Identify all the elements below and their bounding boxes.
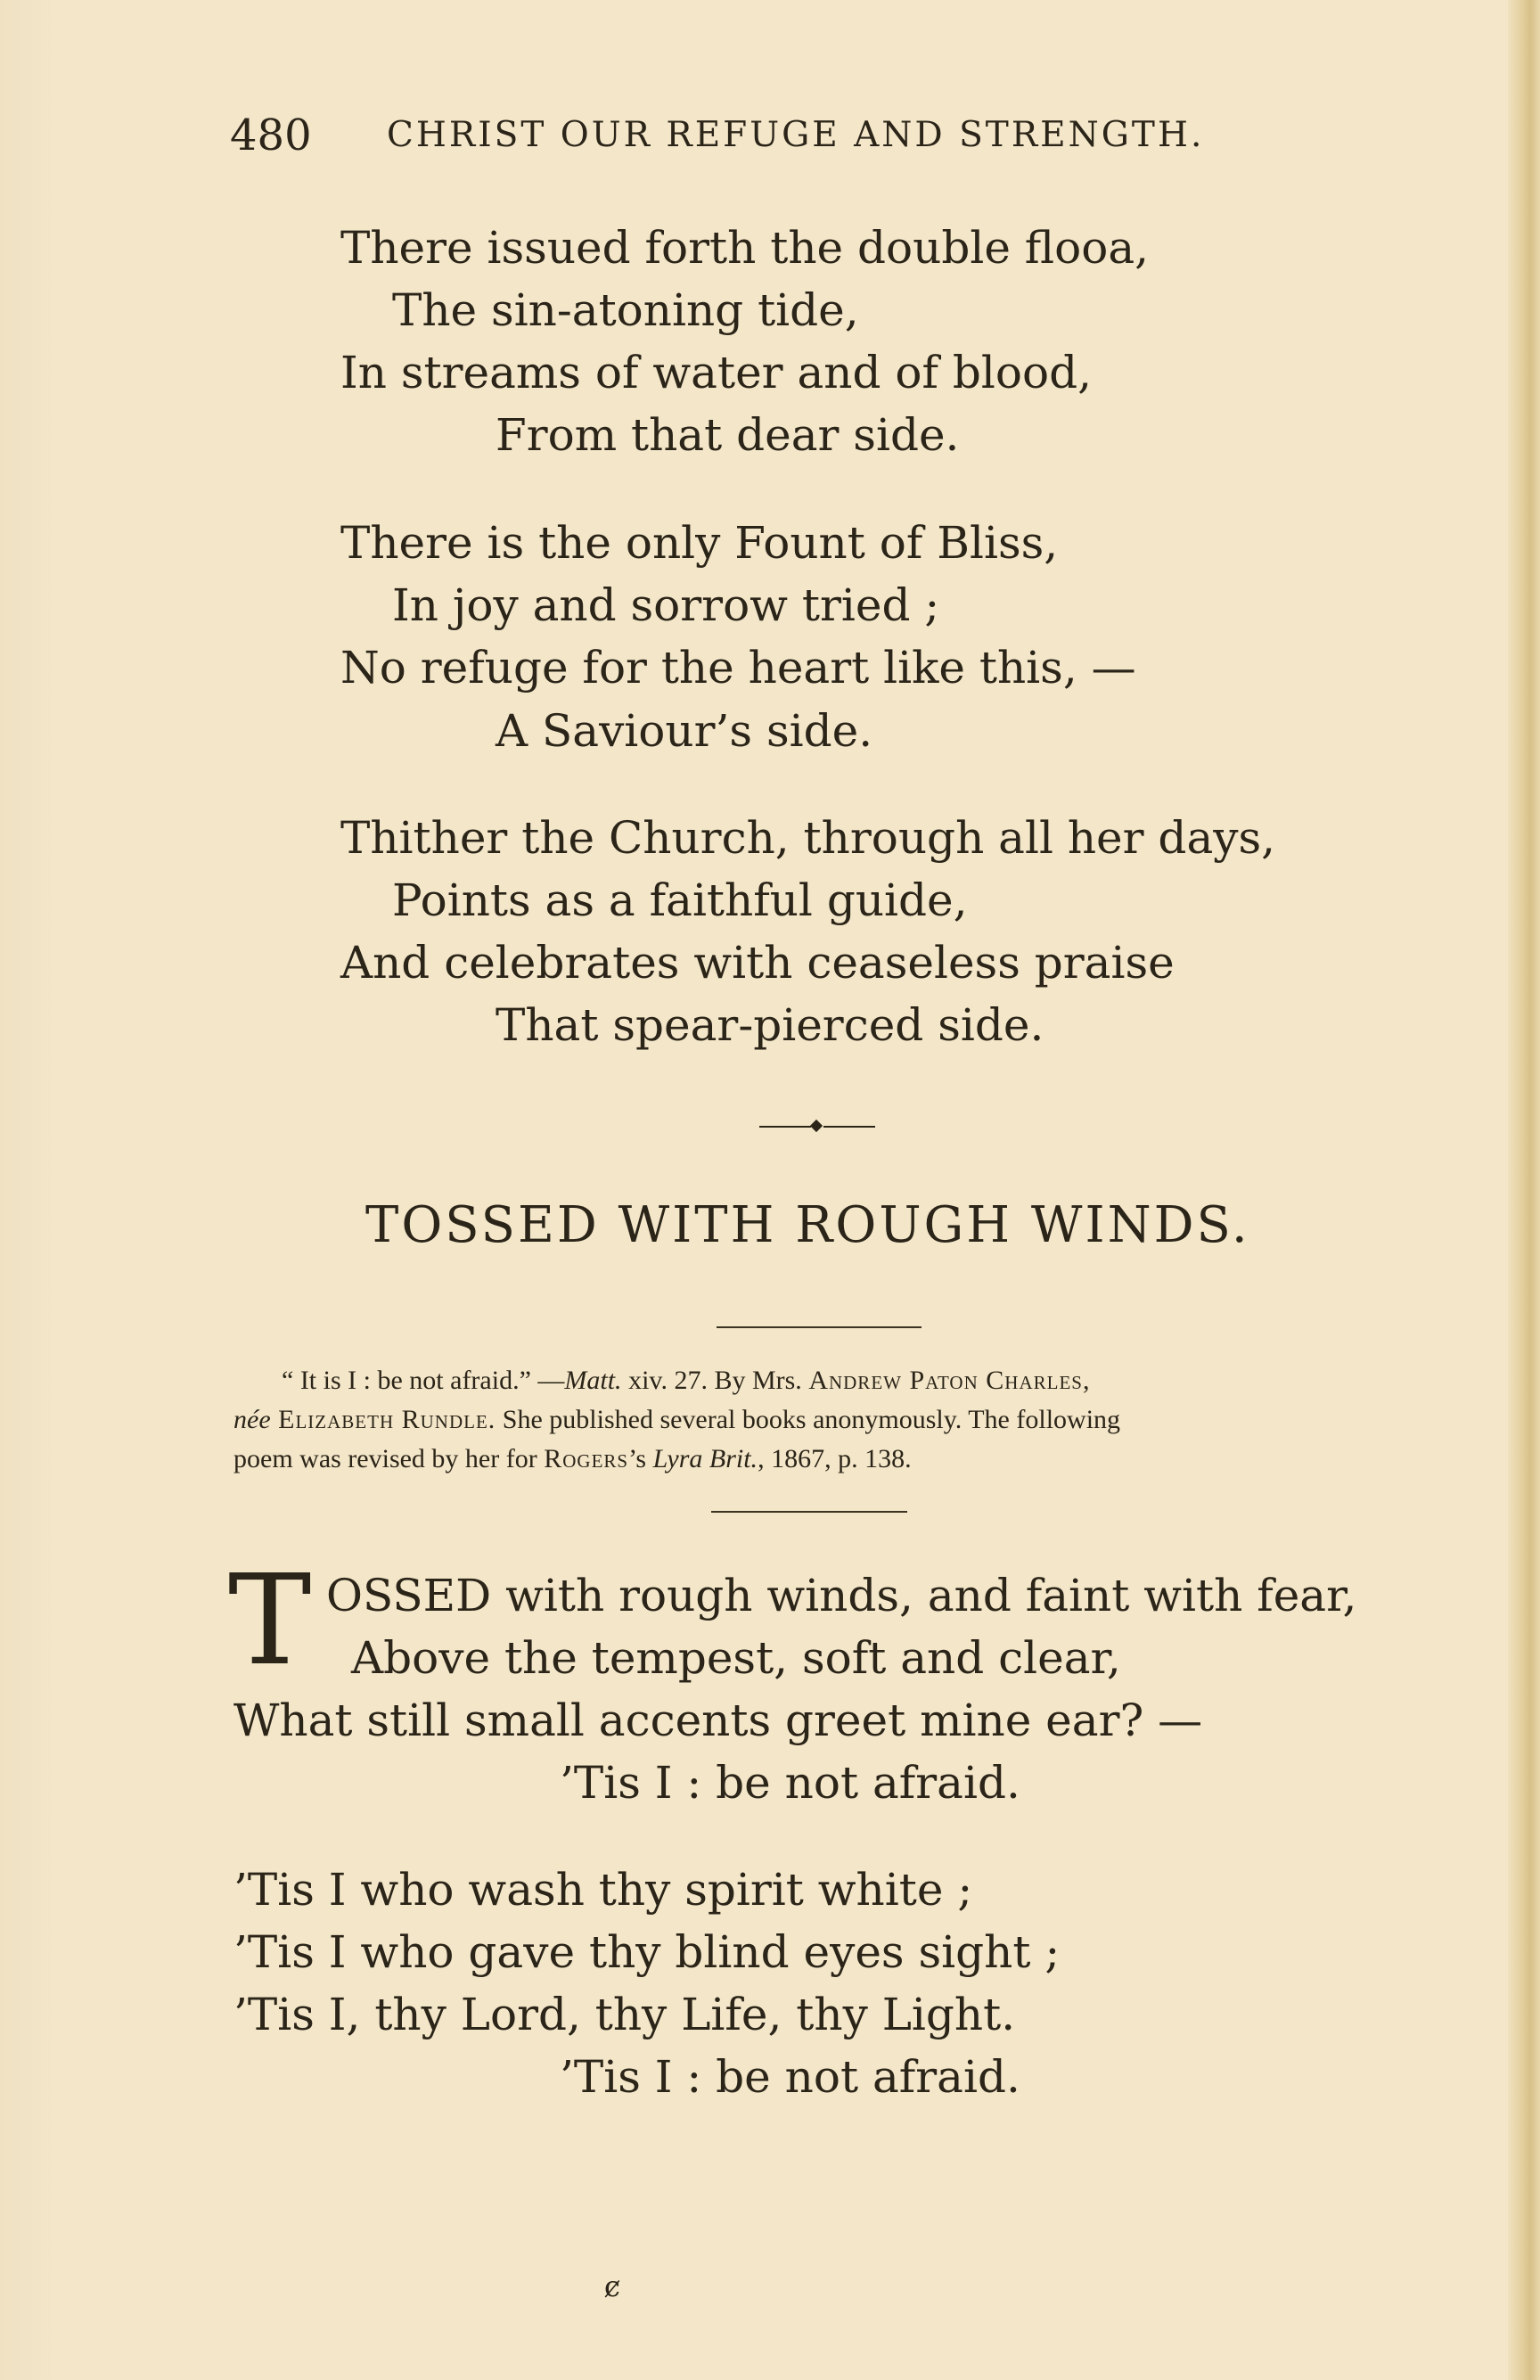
poem-line: No refuge for the heart like this, — bbox=[340, 642, 1136, 693]
page-number: 480 bbox=[230, 111, 312, 160]
note-line-1 bbox=[282, 1361, 1090, 1400]
page-edge bbox=[1508, 0, 1540, 2380]
ornament-line-right bbox=[823, 1126, 875, 1128]
note-text: She published several books anonymously. The following bbox=[496, 1405, 1121, 1434]
note-lyra: Lyra Brit. bbox=[652, 1444, 758, 1473]
note-maiden-name: Elizabeth Rundle. bbox=[270, 1405, 496, 1434]
poem-line: ’Tis I : be not afraid. bbox=[560, 1757, 1020, 1809]
note-text-a: poem was revised by her for bbox=[233, 1444, 545, 1473]
poem-line: A Saviour’s side. bbox=[496, 705, 873, 757]
ornament-diamond-icon bbox=[810, 1120, 823, 1132]
note-quote: “ It is I : be not afraid.” — bbox=[282, 1366, 565, 1395]
poem-line: ’Tis I who gave thy blind eyes sight ; bbox=[233, 1926, 1061, 1978]
note-author-name: Andrew Paton Charles, bbox=[808, 1366, 1091, 1395]
poem-line: That spear-pierced side. bbox=[496, 999, 1044, 1051]
note-text-b: ’s bbox=[628, 1444, 653, 1473]
rule-above-note bbox=[717, 1326, 922, 1328]
note-line-2 bbox=[233, 1400, 1120, 1440]
note-nee: née bbox=[233, 1405, 271, 1434]
note-ref: Matt. bbox=[564, 1366, 622, 1395]
poem-line: Thither the Church, through all her days, bbox=[340, 812, 1276, 864]
note-line-3 bbox=[233, 1440, 912, 1479]
ornament-line-left bbox=[759, 1126, 811, 1128]
poem-line: There is the only Fount of Bliss, bbox=[340, 517, 1059, 569]
note-rogers: Rogers bbox=[544, 1444, 629, 1473]
poem-line: And celebrates with ceaseless praise bbox=[340, 937, 1175, 989]
poem-line: From that dear side. bbox=[496, 409, 960, 461]
rule-below-note bbox=[711, 1511, 907, 1513]
drop-cap: T bbox=[228, 1548, 312, 1694]
note-text-c: , 1867, p. 138. bbox=[758, 1444, 912, 1473]
poem-line: Points as a faithful guide, bbox=[392, 874, 968, 926]
poem-line: In joy and sorrow tried ; bbox=[392, 579, 940, 631]
running-title: CHRIST OUR REFUGE AND STRENGTH. bbox=[387, 115, 1205, 155]
page-gutter-shadow bbox=[0, 0, 53, 2380]
poem-line: There issued forth the double flooa, bbox=[340, 222, 1150, 274]
poem-line: What still small accents greet mine ear? — bbox=[233, 1695, 1203, 1746]
poem-line: ’Tis I who wash thy spirit white ; bbox=[233, 1864, 973, 1916]
section-title: TOSSED WITH ROUGH WINDS. bbox=[365, 1196, 1250, 1254]
note-citation: xiv. 27. By Mrs. bbox=[621, 1366, 809, 1395]
poem-line: Above the tempest, soft and clear, bbox=[351, 1632, 1121, 1684]
poem-line-first-rest: OSSED with rough winds, and faint with fear, bbox=[326, 1570, 1357, 1621]
poem-line: ’Tis I : be not afraid. bbox=[560, 2051, 1020, 2103]
poem-line: In streams of water and of blood, bbox=[340, 347, 1092, 398]
poem-line: The sin-atoning tide, bbox=[392, 284, 859, 336]
poem-line: ’Tis I, thy Lord, thy Life, thy Light. bbox=[233, 1989, 1016, 2040]
ornament-divider bbox=[759, 1118, 875, 1136]
signature-mark: ȼ bbox=[604, 2269, 620, 2303]
